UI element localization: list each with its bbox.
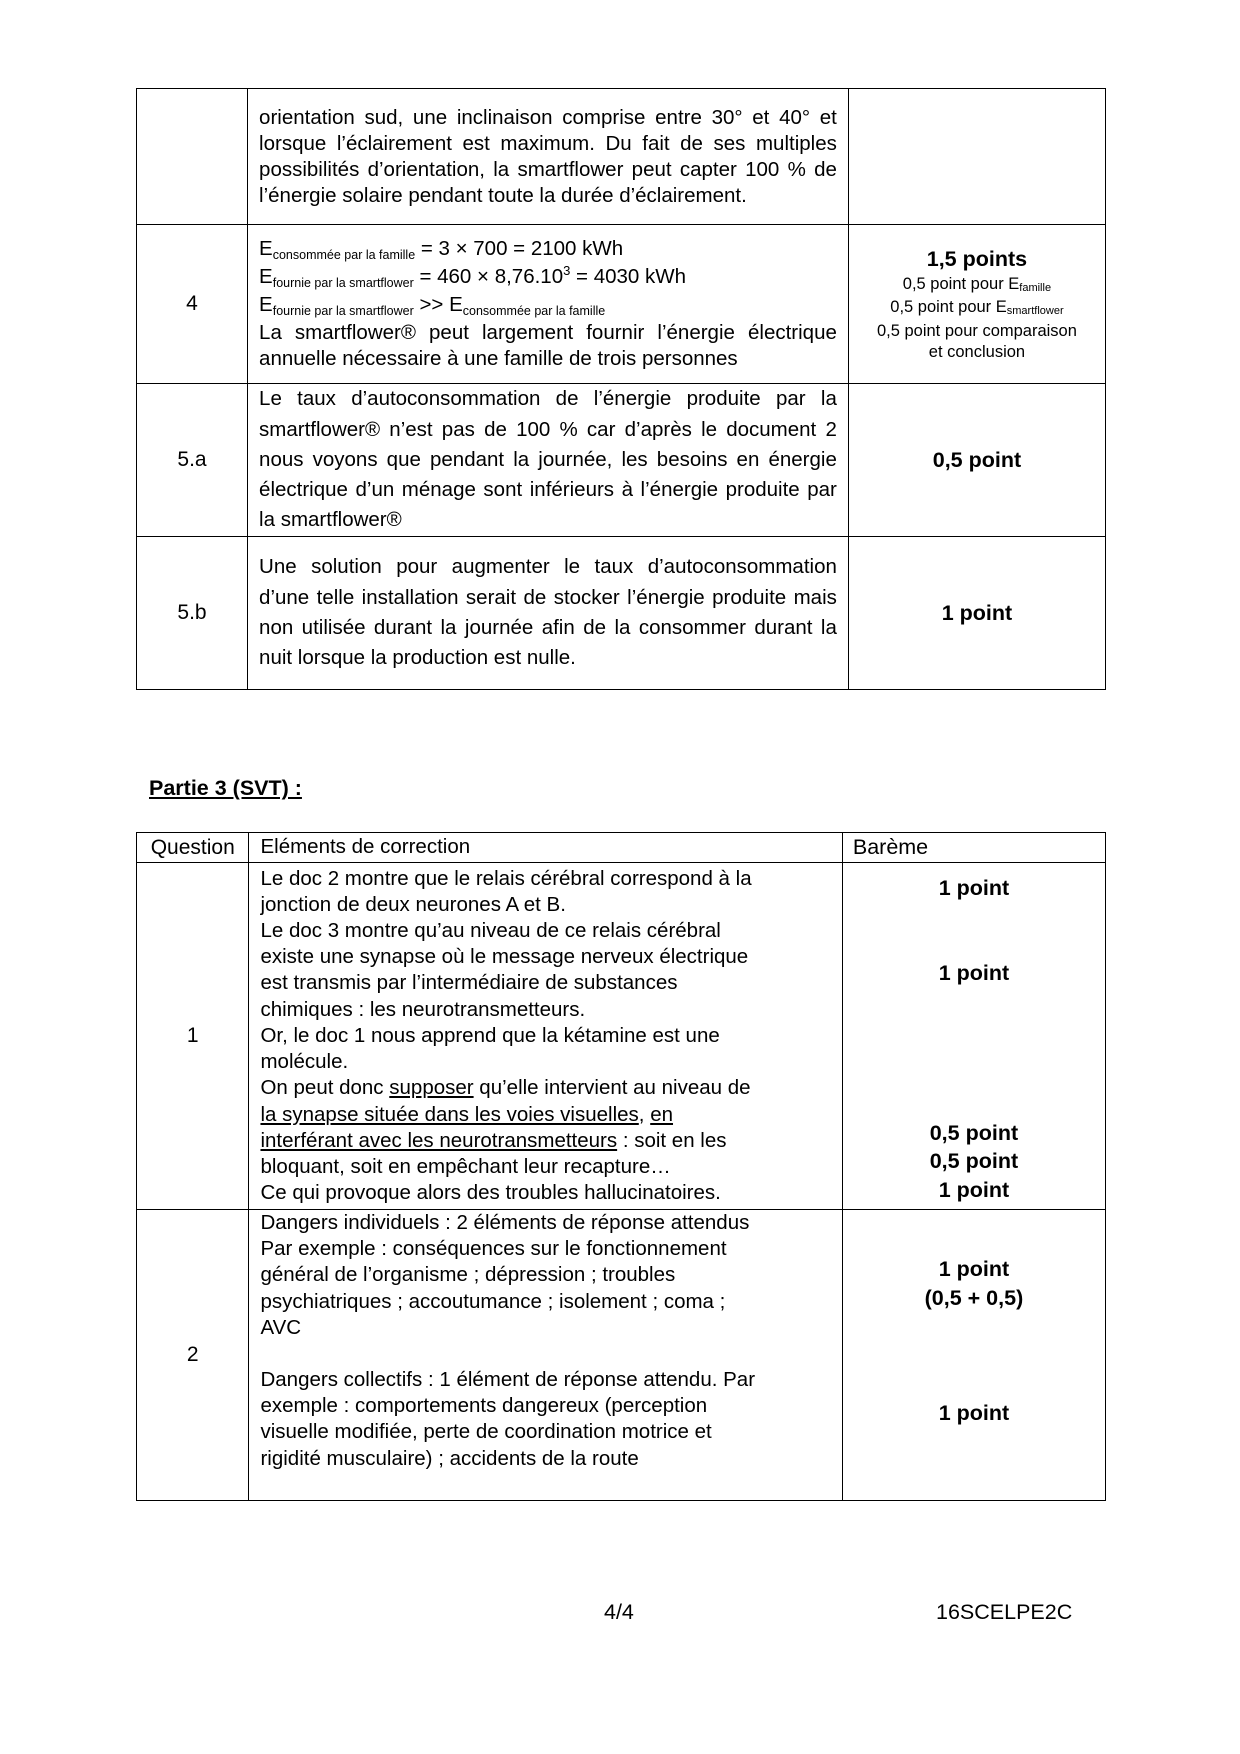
energy-comparison-line: Efournie par la smartflower >> Econsommée par la famille: [259, 293, 606, 318]
header-question: Question: [137, 833, 249, 863]
text-line: exemple : comportements dangereux (perception: [260, 1394, 708, 1418]
text-line: visuelle modifiée, perte de coordination motrice et: [260, 1420, 712, 1444]
energy-supplied-line: Efournie par la smartflower = $460 \times 8,76.10^3 = 4030$ kWh: [259, 263, 686, 290]
text-line: Le doc 3 montre qu’au niveau de ce relais cérébral: [260, 919, 721, 943]
page-number: 4/4: [604, 1600, 634, 1624]
table-row: [137, 89, 1106, 225]
part3-correction-table: [136, 832, 1106, 1501]
score-main: 1,5 points: [926, 246, 1028, 271]
text-line: On peut donc supposer qu’elle intervient au niveau de: [260, 1076, 751, 1100]
question-cell: 1: [137, 863, 249, 1210]
text-line: jonction de deux neurones A et B.: [260, 892, 566, 916]
score-value: 0,5 point: [929, 1149, 1019, 1173]
score-value: 1 point: [938, 1401, 1010, 1425]
text-line: Dangers collectifs : 1 élément de réponse attendu. Par: [260, 1368, 756, 1392]
text-line: bloquant, soit en empêchant leur recapture…: [260, 1154, 671, 1178]
correction-cell: [249, 1210, 842, 1501]
score-cell: [842, 1210, 1105, 1501]
text-line: Par exemple : conséquences sur le fonctionnement: [260, 1237, 727, 1261]
score-value: 1 point: [938, 1178, 1010, 1202]
part3-heading: Partie 3 (SVT) :: [149, 776, 302, 800]
table-row: [137, 225, 1106, 384]
score-detail: et conclusion: [928, 343, 1026, 361]
text-line: molécule.: [260, 1050, 349, 1074]
question-cell: 5.a: [137, 384, 248, 537]
score-detail: 0,5 point pour Efamille: [902, 274, 1052, 294]
text-line: chimiques : les neurotransmetteurs.: [260, 997, 586, 1021]
header-bareme: Barème: [842, 833, 1105, 863]
question-cell: 5.b: [137, 537, 248, 690]
table-header-row: [137, 833, 1106, 863]
text-line: rigidité musculaire) ; accidents de la route: [260, 1446, 639, 1470]
energy-consumed-line: Econsommée par la famille = 3 × 700 = 2100 kWh: [259, 237, 624, 262]
score-cell: 0,5 point: [848, 384, 1105, 537]
correction-cell: Le taux d’autoconsommation de l’énergie produite par la smartflower® n’est pas de 100 % car d’après le document 2 nous voyons que pendant la journée, les besoins en énergie électrique d’un ménage sont inférieurs à l’énergie produite par la smartflower®: [248, 384, 849, 537]
text-line: AVC: [260, 1315, 302, 1339]
text-line: Le doc 2 montre que le relais cérébral correspond à la: [260, 866, 752, 890]
question-cell: [137, 89, 248, 225]
text-line: interférant avec les neurotransmetteurs : soit en les: [260, 1128, 727, 1152]
score-cell: [842, 863, 1105, 1210]
document-code: 16SCELPE2C: [936, 1600, 1073, 1624]
table-row: [137, 1210, 1106, 1501]
text-line: est transmis par l’intermédiaire de substances: [260, 971, 678, 995]
score-value: 1 point: [938, 961, 1010, 985]
score-detail: 0,5 point pour Esmartflower: [890, 298, 1064, 317]
header-elements: Eléments de correction: [249, 833, 842, 863]
table-row: [137, 537, 1106, 690]
table-row: [137, 863, 1106, 1210]
correction-cell: [249, 863, 842, 1210]
text-line: général de l’organisme ; dépression ; troubles: [260, 1263, 676, 1287]
score-value: (0,5 + 0,5): [924, 1286, 1024, 1310]
correction-cell: orientation sud, une inclinaison comprise entre 30° et 40° et lorsque l’éclairement est maximum. Du fait de ses multiples possibilités d’orientation, la smartflower peut capter 100 % de l’énergie solaire pendant toute la durée d’éclairement.: [248, 89, 849, 225]
question-cell: 4: [137, 225, 248, 384]
table-row: [137, 384, 1106, 537]
correction-cell: Une solution pour augmenter le taux d’autoconsommation d’une telle installation serait de stocker l’énergie produite mais non utilisée durant la journée afin de la consommer durant la nuit lorsque la production est nulle.: [248, 537, 849, 690]
conclusion-text: La smartflower® peut largement fournir l’énergie électrique annuelle nécessaire à une famille de trois personnes: [259, 321, 837, 370]
score-cell: [848, 89, 1105, 225]
question-cell: 2: [137, 1210, 249, 1501]
text-line: Dangers individuels : 2 éléments de réponse attendus: [260, 1211, 750, 1234]
score-detail: 0,5 point pour comparaison: [876, 321, 1077, 340]
score-cell: [848, 225, 1105, 384]
score-value: 1 point: [938, 876, 1010, 900]
text-line: la synapse située dans les voies visuelles, en: [260, 1102, 674, 1126]
text-line: Ce qui provoque alors des troubles hallucinatoires.: [260, 1181, 721, 1205]
correction-cell: [248, 225, 849, 384]
score-value: 1 point: [938, 1257, 1010, 1281]
score-value: 0,5 point: [929, 1121, 1019, 1145]
text-line: Or, le doc 1 nous apprend que la kétamine est une: [260, 1023, 720, 1047]
part2-correction-table: [136, 88, 1106, 690]
spacer: [260, 1341, 830, 1367]
text-line: psychiatriques ; accoutumance ; isolement ; coma ;: [260, 1289, 726, 1313]
score-cell: 1 point: [848, 537, 1105, 690]
text-line: existe une synapse où le message nerveux électrique: [260, 945, 749, 969]
